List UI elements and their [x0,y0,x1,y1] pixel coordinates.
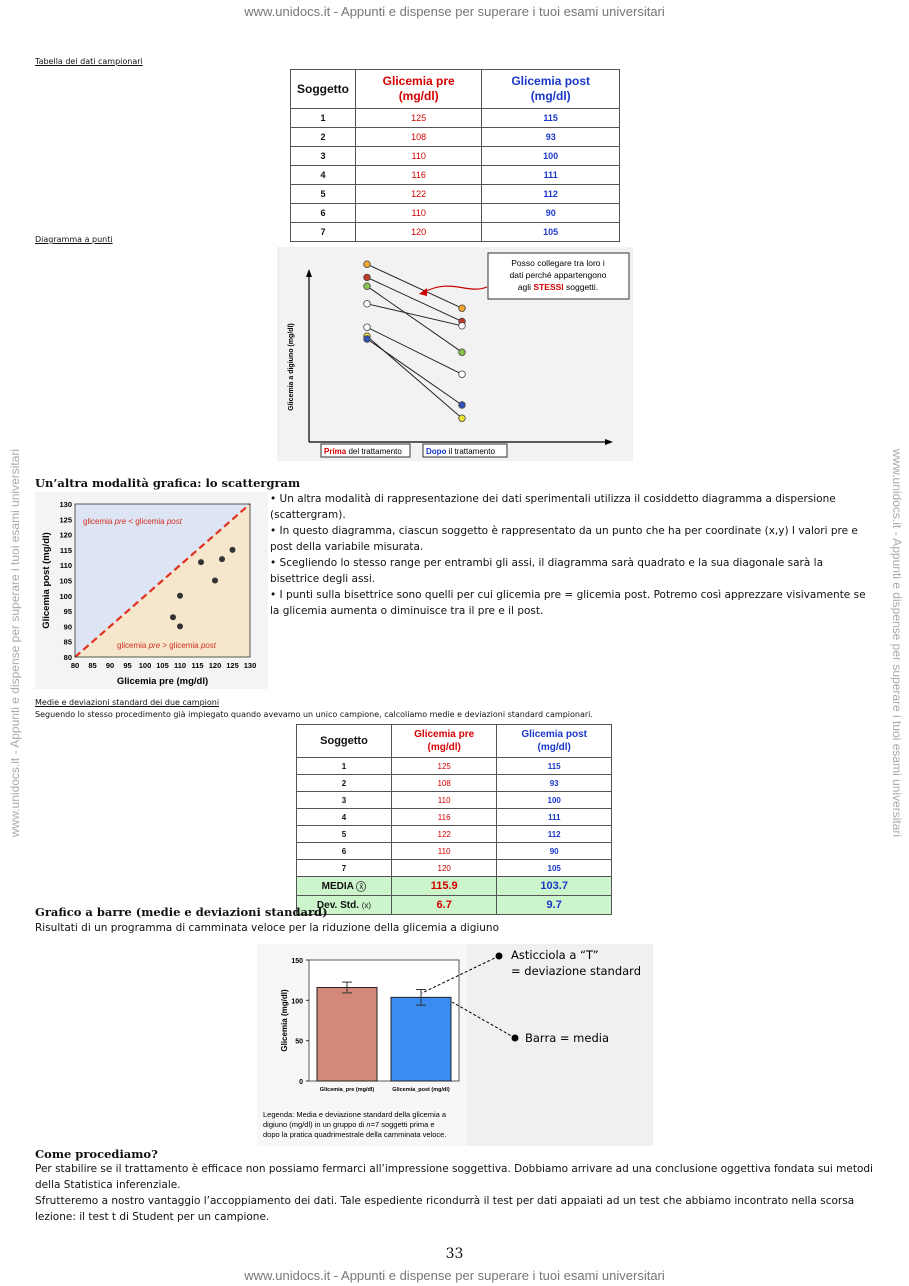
means-header-post-line: (mg/dl) [537,742,571,753]
header-pre [356,70,482,109]
scatter-y-tick: 130 [59,500,72,509]
means-cell-subject: 7 [297,860,392,877]
dot-pre-point [364,261,371,268]
table-row [291,109,620,128]
sd-pre: 6.7 [392,896,497,915]
scatter-x-tick: 80 [70,661,80,670]
annotation-tbar-2: = deviazione standard [511,964,642,978]
cell-post: 93 [482,128,620,147]
means-header-post-line: Glicemia post [521,729,587,740]
dot-plot-section-label: Diagramma a punti [35,235,113,244]
cell-post: 105 [482,223,620,242]
means-table-row [297,809,612,826]
upper-region-label-part: post [166,517,182,526]
callout-line-2: dati perché appartengono [509,270,607,280]
table-row [291,147,620,166]
procedure-text-2: Sfrutteremo a nostro vantaggio l’accoppiamento dei dati. Tale espediente ricondurrà il test per dati appaiati ad un test che abbiamo incontrato nella scorsa lezione: il test t di Student per un campione. [35,1195,855,1223]
bar [317,988,377,1081]
procedure-text-1: Per stabilire se il trattamento è efficace non possiamo fermarci all’impressione soggettiva. Dobbiamo arrivare ad una conclusione oggettiva fondata sui metodi della Statistica inferenziale. [35,1163,873,1191]
scatter-y-tick: 80 [63,653,72,662]
means-cell-subject: 3 [297,792,392,809]
dot-post-point [459,349,466,356]
dot-post-point [459,305,466,312]
dot-post-point [459,371,466,378]
header-subject: Soggetto [291,70,356,109]
means-cell-pre: 116 [392,809,497,826]
scatter-chart [35,492,268,689]
means-table-row [297,843,612,860]
scatter-y-tick: 115 [59,545,72,555]
dot-post-point [459,415,466,422]
sd-row [297,896,612,915]
table-row [291,166,620,185]
means-cell-pre: 110 [392,792,497,809]
lower-region-label [117,641,217,650]
scatter-paragraph: • Scegliendo lo stesso range per entrambi gli assi, il diagramma sarà quadrato e la sua diagonale sarà la bisettrice degli assi. [270,557,823,585]
means-cell-subject: 2 [297,775,392,792]
upper-region-label-part: glicemia [83,517,115,526]
annotation-tbar-1: Asticciola a “T” [511,948,599,962]
means-table-row [297,826,612,843]
scatter-y-tick: 95 [63,607,72,617]
sd-symbol: (x) [361,900,372,910]
means-cell-post: 90 [497,843,612,860]
header-post [482,70,620,109]
scatter-y-tick: 110 [59,561,72,571]
scatter-paragraph: • I punti sulla bisettrice sono quelli per cui glicemia pre = glicemia post. Potremo così apprezzare visivamente se la glicemia aumenta o diminuisce tra il pre e il post. [270,589,866,617]
caption-part: digiuno (mg/dl) in un gruppo di [263,1120,367,1129]
cell-pre: 110 [356,204,482,223]
scatter-y-tick: 90 [63,622,72,632]
means-header-row [297,725,612,758]
left-side-watermark: www.unidocs.it - Appunti e dispense per superare i tuoi esami universitari [8,448,22,838]
caption-part: n [366,1120,371,1129]
dot-y-label: Glicemia a digiuno (mg/dl) [288,323,295,411]
scatter-point [177,623,183,629]
means-description: Seguendo lo stesso procedimento già impiegato quando avevamo un unico campione, calcoliamo medie e deviazioni standard campionari. [35,710,593,719]
dot-pre-point [364,324,371,331]
procedure-title: Come procediamo? [35,1147,158,1161]
table-header-row [291,70,620,109]
cell-subject: 7 [291,223,356,242]
scatter-point [212,578,218,584]
dot-pre-point [364,301,371,308]
dot-post-point [459,402,466,409]
means-cell-pre: 110 [392,843,497,860]
scatter-x-tick: 95 [123,661,132,670]
scatter-x-tick: 130 [243,661,257,670]
bar-y-tick: 100 [291,998,303,1006]
cell-subject: 1 [291,109,356,128]
upper-region-label [83,517,183,526]
bar-y-tick: 50 [295,1038,303,1046]
cell-post: 115 [482,109,620,128]
lower-region-label-part: pre [148,641,161,650]
scatter-x-tick: 110 [173,661,187,670]
cell-subject: 3 [291,147,356,166]
callout-text: agli [517,282,534,292]
means-table-row [297,758,612,775]
upper-region-label-part: < glicemia [126,517,167,526]
annotation-bar: Barra = media [525,1031,610,1045]
means-header-pre-line: (mg/dl) [427,742,461,753]
means-header-post [497,725,612,758]
cell-pre: 108 [356,128,482,147]
scatter-paragraph: • In questo diagramma, ciascun soggetto è rappresentato da un punto che ha per coordinate (x,y) I valori pre e post della variabile misurata. [270,525,858,553]
means-header-pre [392,725,497,758]
cell-post: 90 [482,204,620,223]
means-header-pre-line: Glicemia pre [414,729,475,740]
footer-watermark: www.unidocs.it - Appunti e dispense per superare i tuoi esami universitari [244,1268,665,1283]
header-post-line: (mg/dl) [530,89,571,103]
means-cell-subject: 6 [297,843,392,860]
header-post-line: Glicemia post [511,74,591,88]
bar-category-label: Glicemia_post (mg/dl) [392,1087,450,1093]
table-row [291,128,620,147]
legend-pre [324,447,402,456]
callout-line-3 [518,282,598,292]
means-cell-post: 112 [497,826,612,843]
scatter-point [230,547,236,553]
legend-post [426,447,495,456]
table-row [291,223,620,242]
means-table [296,724,612,915]
lower-region-label-part: > glicemia [160,641,201,650]
callout-emphasis: STESSI [533,282,564,292]
bar-y-tick: 0 [299,1079,303,1086]
bar-y-label: Glicemia (mg/dl) [280,989,289,1052]
cell-post: 100 [482,147,620,166]
means-cell-post: 115 [497,758,612,775]
cell-pre: 110 [356,147,482,166]
caption-line-3: dopo la pratica quadrimestrale della camminata veloce. [263,1130,447,1139]
scatter-y-tick: 85 [63,637,72,647]
bar-category-label: Glicemia_pre (mg/dl) [319,1087,375,1093]
cell-post: 112 [482,185,620,204]
sd-post: 9.7 [497,896,612,915]
scatter-y-tick: 125 [59,515,72,525]
callout-line-1: Posso collegare tra loro i [511,258,605,268]
mean-post: 103.7 [497,877,612,896]
scatter-x-tick: 125 [226,661,239,670]
scatter-x-tick: 115 [191,661,204,670]
caption-line-2 [263,1120,435,1129]
cell-subject: 4 [291,166,356,185]
bar-y-tick: 150 [291,958,303,965]
means-cell-post: 100 [497,792,612,809]
means-cell-subject: 1 [297,758,392,775]
cell-subject: 6 [291,204,356,223]
legend-pre-highlight: Prima [324,447,347,456]
header-pre-line: Glicemia pre [382,74,455,88]
page-number: 33 [445,1246,464,1262]
means-cell-subject: 4 [297,809,392,826]
scatter-section-title: Un’altra modalità grafica: lo scattergram [35,476,301,490]
cell-pre: 125 [356,109,482,128]
means-cell-subject: 5 [297,826,392,843]
scatter-x-tick: 120 [208,661,222,670]
mean-symbol: x̄ [356,881,366,892]
cell-pre: 116 [356,166,482,185]
scatter-point [198,559,204,565]
means-cell-pre: 120 [392,860,497,877]
scatter-description [270,491,875,619]
table-row [291,185,620,204]
table-section-label: Tabella dei dati campionari [35,57,143,66]
cell-pre: 120 [356,223,482,242]
sample-data-table [290,69,620,242]
cell-subject: 5 [291,185,356,204]
means-cell-pre: 108 [392,775,497,792]
cell-pre: 122 [356,185,482,204]
scatter-x-tick: 90 [105,661,115,670]
mean-label [297,877,392,896]
cell-post: 111 [482,166,620,185]
legend-post-highlight: Dopo [426,447,447,456]
means-cell-pre: 122 [392,826,497,843]
right-side-watermark: www.unidocs.it - Appunti e dispense per superare i tuoi esami universitari [890,448,904,838]
callout-text: soggetti. [563,282,599,292]
bar-section-title: Grafico a barre (medie e deviazioni standard) [35,905,328,919]
dot-pre-point [364,336,371,343]
table-row [291,204,620,223]
mean-row [297,877,612,896]
header-watermark: www.unidocs.it - Appunti e dispense per superare i tuoi esami universitari [244,4,665,19]
mean-label-text: MEDIA [321,880,357,892]
means-cell-post: 111 [497,809,612,826]
scatter-x-label: Glicemia pre (mg/dl) [116,676,209,687]
upper-region-label-part: pre [114,517,127,526]
sd-label-text: Dev. Std. [316,899,362,911]
scatter-paragraph: • Un altra modalità di rappresentazione dei dati sperimentali utilizza il cosiddetto diagramma a dispersione (scattergram). [270,493,836,521]
means-cell-post: 93 [497,775,612,792]
lower-region-label-part: post [200,641,216,650]
cell-subject: 2 [291,128,356,147]
scatter-x-tick: 85 [88,661,97,670]
scatter-point [219,556,225,562]
dot-pre-point [364,283,371,290]
legend-post-rest: il trattamento [446,447,495,456]
caption-part: =7 soggetti prima e [370,1120,435,1129]
means-table-row [297,792,612,809]
scatter-y-tick: 100 [59,591,72,601]
means-cell-pre: 125 [392,758,497,775]
scatter-x-tick: 105 [156,661,169,670]
scatter-point [170,614,176,620]
lower-region-label-part: glicemia [117,641,149,650]
dot-pre-point [364,274,371,281]
mean-pre: 115.9 [392,877,497,896]
scatter-y-tick: 105 [59,576,72,586]
means-cell-post: 105 [497,860,612,877]
bar-chart [257,944,653,1146]
bar [391,997,451,1081]
scatter-y-label: Glicemia post (mg/dl) [41,532,52,629]
scatter-x-tick: 100 [138,661,152,670]
means-table-row [297,860,612,877]
dot-plot-chart [277,247,633,461]
means-section-label: Medie e deviazioni standard dei due campioni [35,698,220,707]
means-header-subject: Soggetto [297,725,392,758]
dot-post-point [459,323,466,330]
caption-line-1: Legenda: Media e deviazione standard della glicemia a [263,1110,447,1119]
means-table-row [297,775,612,792]
legend-pre-rest: del trattamento [346,447,402,456]
bar-description: Risultati di un programma di camminata veloce per la riduzione della glicemia a digiuno [35,922,500,934]
header-pre-line: (mg/dl) [398,89,439,103]
scatter-y-tick: 120 [59,530,72,540]
scatter-point [177,593,183,599]
